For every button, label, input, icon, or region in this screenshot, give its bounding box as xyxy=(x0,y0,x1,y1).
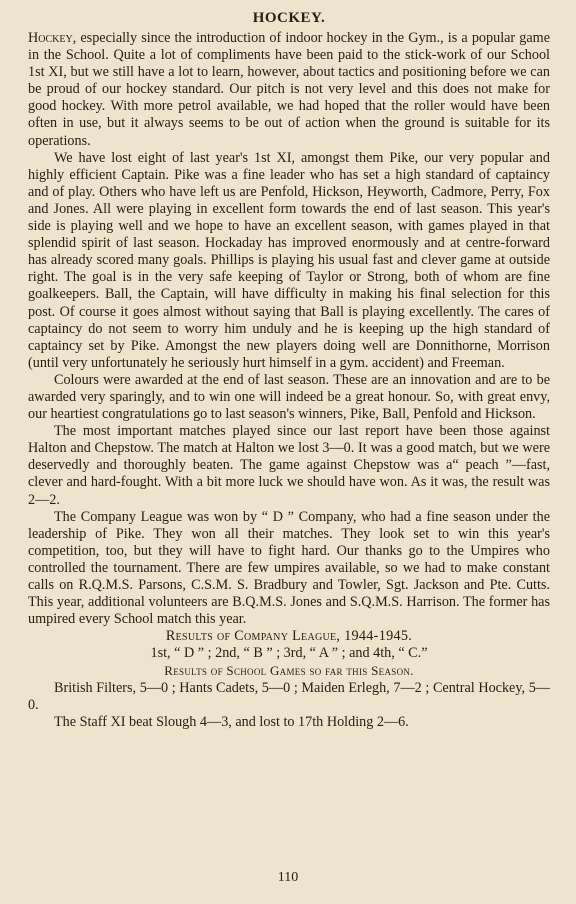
staff-results: The Staff XI beat Slough 4—3, and lost to 17th Holding 2—6. xyxy=(54,713,409,730)
intro-text: , especially since the introduction of indoor hockey in the Gym., is a popular game in the School. Quite a lot of compliments have been paid to the stick-work of our School 1st XI, but we still have a lot to learn, however, about tactics and positioning before we can be proud of our hockey standard. Our pitch is not very level and this does not make for good hockey. With more petrol available, we had hoped that the roller would have been often in use, but it always seems to be out of action when the ground is suitable for its operations. xyxy=(28,30,550,149)
school-results-heading: Results of School Games so far this Season. xyxy=(164,663,414,679)
paragraph-company-league: The Company League was won by “ D ” Company, who had a fine season under the leadership of Pike. They won all their matches. They look set to win this year's competition, too, but they will have to fight hard. Our thanks go to the Umpires who controlled the tournament. There are few umpires available, so we had to make constant calls on R.Q.M.S. Parsons, C.S.M. S. Bradbury and Towler, Sgt. Jackson and Pte. Cutts. This year, additional volunteers are B.Q.M.S. Jones and S.Q.M.S. Harrison. The former has umpired every School match this year. xyxy=(28,508,550,628)
paragraph-intro xyxy=(28,30,550,150)
paragraph-colours: Colours were awarded at the end of last season. These are an innovation and are to be awarded very sparingly, and to win one will indeed be a great honour. So, with great envy, our heartiest congratulations go to last season's winners, Pike, Ball, Penfold and Hickson. xyxy=(28,371,550,423)
paragraph-team: We have lost eight of last year's 1st XI, amongst them Pike, our very popular and highly efficient Captain. Pike was a fine leader who has set a high standard of captaincy and of play. Others who have left us are Penfold, Hickson, Heyworth, Cadmore, Perry, Fox and Jones. All were playing in excellent form towards the end of last season. This year's side is playing well and we hope to have an excellent season, with games played in that splendid spirit of last season. Hockaday has improved enormously and at centre-forward has already scored many goals. Phillips is playing his usual fast and clever game at outside right. The goal is in the very safe keeping of Taylor or Strong, both of whom are fine goalkeepers. Ball, the Captain, will have difficulty in making his final selection for this post. Of course it goes almost without saying that Ball is playing excellently. The cares of captaincy do not seem to worry him unduly and he is keeping up the high standard of captaincy set by Pike. Amongst the new players doing well are Donnithorne, Morrison (until very unfortunately he seriously hurt himself in a gym. accident) and Freeman. xyxy=(28,149,550,371)
school-results: British Filters, 5—0 ; Hants Cadets, 5—0 ; Maiden Erlegh, 7—2 ; Central Hockey, 5—0. xyxy=(28,679,550,713)
league-results: 1st, “ D ” ; 2nd, “ B ” ; 3rd, “ A ” ; and 4th, “ C.” xyxy=(150,645,428,662)
paragraph-matches: The most important matches played since our last report have been those against Halton and Chepstow. The match at Halton we lost 3—0. It was a good match, but we were deservedly and thoroughly beaten. The game against Chepstow was a“ peach ”—fast, clever and hard-fought. With a bit more luck we should have won. As it was, the result was 2—2. xyxy=(28,423,550,508)
league-results-heading: Results of Company League, 1944-1945. xyxy=(165,628,413,645)
page-number: 110 xyxy=(277,870,299,885)
intro-lead-word: Hockey xyxy=(28,30,73,46)
article-title: HOCKEY. xyxy=(252,10,326,26)
